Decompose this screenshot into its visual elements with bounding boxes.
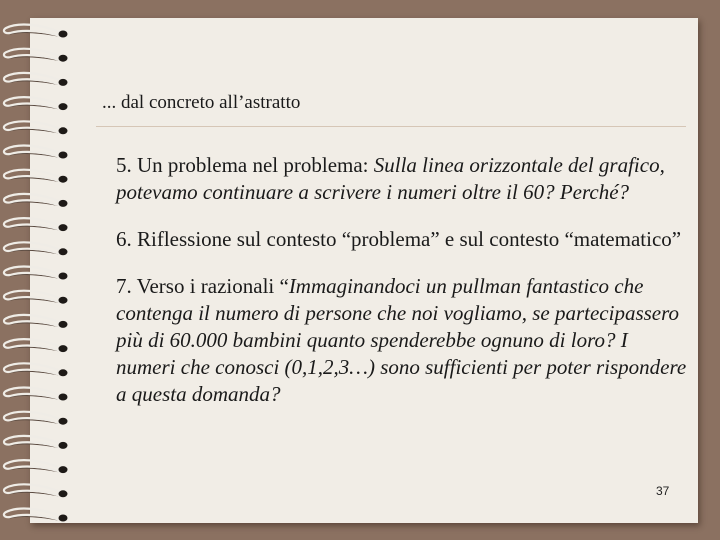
binding-ring — [4, 25, 68, 38]
binding-ring — [4, 49, 68, 62]
binding-ring — [4, 388, 68, 401]
binding-ring — [4, 363, 68, 376]
binding-ring — [4, 146, 68, 159]
paragraph-5-question: Sulla linea orizzontale del grafico, potevamo continuare a scrivere i numeri oltre il 60? Perché? — [116, 153, 665, 204]
binding-ring — [4, 121, 68, 134]
spiral-binding-icon — [0, 0, 80, 540]
binding-ring — [4, 484, 68, 497]
binding-ring — [4, 412, 68, 425]
paragraph-5 — [116, 152, 691, 206]
binding-ring — [4, 73, 68, 86]
binding-ring — [4, 194, 68, 207]
slide-title: ... dal concreto all’astratto — [102, 92, 301, 113]
binding-ring — [4, 291, 68, 304]
slide-body — [116, 152, 691, 430]
binding-ring — [4, 436, 68, 449]
binding-ring — [4, 170, 68, 183]
binding-ring — [4, 339, 68, 352]
title-divider — [96, 126, 686, 127]
paragraph-6 — [116, 226, 691, 253]
binding-ring — [4, 218, 68, 231]
binding-ring — [4, 242, 68, 255]
paragraph-5-lead: 5. Un problema nel problema: — [116, 153, 374, 177]
paragraph-7-question: Immaginandoci un pullman fantastico che contenga il numero di persone che noi vogliamo, se partecipassero più di 60.000 bambini quanto spenderebbe ognuno di loro? I numeri che conosci (0,1,2,3…) sono sufficienti per poter rispondere a questa domanda? — [116, 274, 687, 406]
binding-ring — [4, 460, 68, 473]
binding-ring — [4, 509, 68, 522]
binding-ring — [4, 267, 68, 280]
paragraph-6-text: 6. Riflessione sul contesto “problema” e sul contesto “matematico” — [116, 227, 682, 251]
binding-ring — [4, 315, 68, 328]
page-number: 37 — [656, 484, 670, 498]
paragraph-7-lead: 7. Verso i razionali “ — [116, 274, 289, 298]
binding-ring — [4, 97, 68, 110]
paragraph-7 — [116, 273, 691, 408]
